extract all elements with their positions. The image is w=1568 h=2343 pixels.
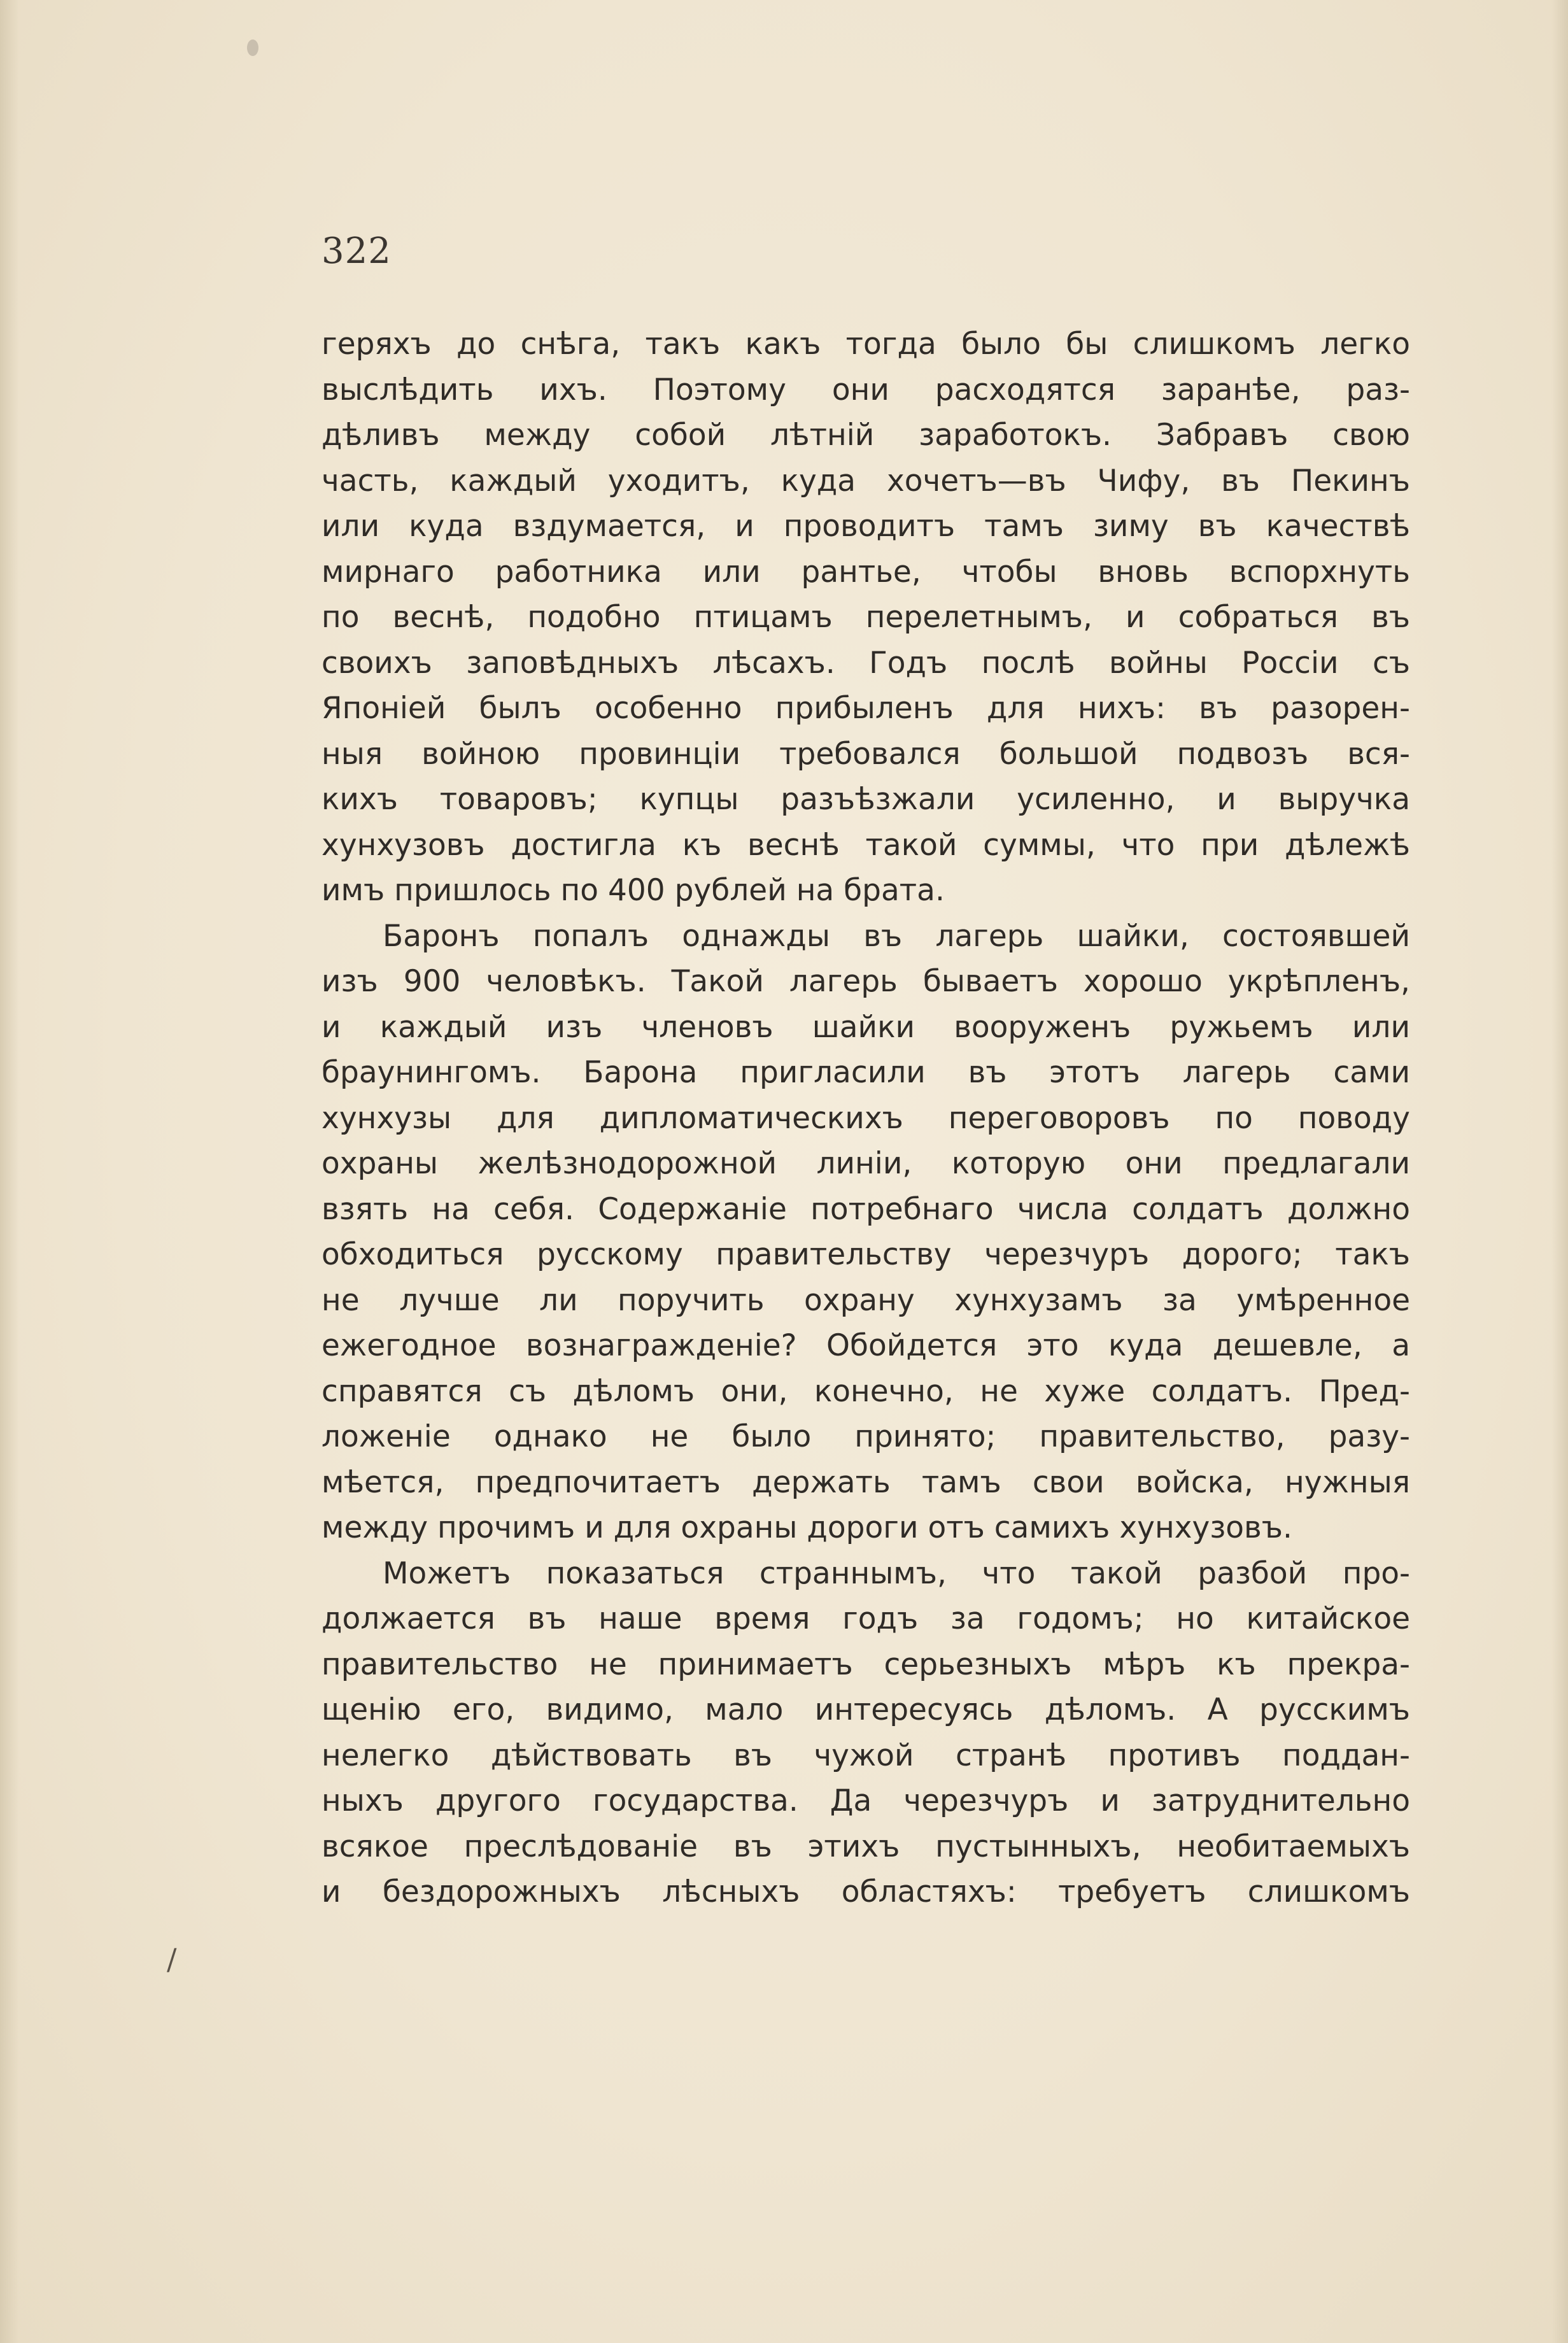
text-line: имъ пришлось по 400 рублей на брата.: [321, 873, 945, 908]
text-line: хунхузы для дипломатическихъ переговоровъ по поводу: [321, 1100, 1410, 1136]
text-line: не лучше ли поручить охрану хунхузамъ за умѣренное: [321, 1282, 1410, 1318]
text-line: геряхъ до снѣга, такъ какъ тогда было бы слишкомъ легко: [321, 327, 1410, 362]
text-line: по веснѣ, подобно птицамъ перелетнымъ, и собраться въ: [321, 600, 1410, 635]
margin-mark: /: [167, 1942, 177, 1976]
text-line: ежегодное вознагражденіе? Обойдется это куда дешевле, а: [321, 1328, 1410, 1363]
text-line: обходиться русскому правительству черезчуръ дорого; такъ: [321, 1237, 1410, 1272]
text-line: ныя войною провинціи требовался большой подвозъ вся-: [321, 736, 1410, 772]
text-line: нелегко дѣйствовать въ чужой странѣ противъ поддан-: [321, 1738, 1410, 1773]
text-line: между прочимъ и для охраны дороги отъ самихъ хунхузовъ.: [321, 1510, 1292, 1545]
text-line: кихъ товаровъ; купцы разъѣзжали усиленно, и выручка: [321, 782, 1410, 817]
paper-spot: [247, 39, 258, 56]
text-line: ныхъ другого государства. Да черезчуръ и затруднительно: [321, 1783, 1410, 1818]
text-line: мѣется, предпочитаетъ держать тамъ свои войска, нужныя: [321, 1464, 1410, 1500]
text-line: и каждый изъ членовъ шайки вооруженъ ружьемъ или: [321, 1009, 1410, 1045]
text-line: должается въ наше время годъ за годомъ; но китайское: [321, 1601, 1410, 1636]
text-line: Можетъ показаться страннымъ, что такой разбой про-: [383, 1555, 1410, 1591]
text-line: ложеніе однако не было принято; правительство, разу-: [321, 1419, 1410, 1454]
text-line: правительство не принимаетъ серьезныхъ мѣръ къ прекра-: [321, 1646, 1410, 1682]
text-line: или куда вздумается, и проводитъ тамъ зиму въ качествѣ: [321, 509, 1410, 544]
text-line: своихъ заповѣдныхъ лѣсахъ. Годъ послѣ войны Россіи съ: [321, 645, 1410, 681]
text-line: справятся съ дѣломъ они, конечно, не хуже солдатъ. Пред-: [321, 1373, 1410, 1409]
page-number: 322: [321, 230, 392, 272]
text-line: всякое преслѣдованіе въ этихъ пустынныхъ, необитаемыхъ: [321, 1829, 1410, 1864]
text-line: взять на себя. Содержаніе потребнаго числа солдатъ должно: [321, 1191, 1410, 1227]
text-line: охраны желѣзнодорожной линіи, которую они предлагали: [321, 1146, 1410, 1181]
page-edge-shadow: [1551, 0, 1568, 2343]
text-line: щенію его, видимо, мало интересуясь дѣломъ. А русскимъ: [321, 1692, 1410, 1727]
text-line: мирнаго работника или рантье, чтобы вновь вспорхнуть: [321, 554, 1410, 590]
body-text: [321, 322, 1410, 1915]
text-line: выслѣдить ихъ. Поэтому они расходятся заранѣе, раз-: [321, 372, 1410, 407]
text-line: Японіей былъ особенно прибыленъ для нихъ: въ разорен-: [321, 691, 1410, 726]
text-line: и бездорожныхъ лѣсныхъ областяхъ: требуетъ слишкомъ: [321, 1874, 1410, 1909]
text-line: Баронъ попалъ однажды въ лагерь шайки, состоявшей: [383, 918, 1410, 954]
text-line: хунхузовъ достигла къ веснѣ такой суммы, что при дѣлежѣ: [321, 827, 1410, 863]
gutter-shadow: [0, 0, 19, 2343]
text-line: часть, каждый уходитъ, куда хочетъ—въ Чифу, въ Пекинъ: [321, 463, 1410, 499]
text-line: дѣливъ между собой лѣтній заработокъ. Забравъ свою: [321, 418, 1410, 453]
text-line: браунингомъ. Барона пригласили въ этотъ лагерь сами: [321, 1055, 1410, 1090]
text-line: изъ 900 человѣкъ. Такой лагерь бываетъ хорошо укрѣпленъ,: [321, 964, 1410, 999]
